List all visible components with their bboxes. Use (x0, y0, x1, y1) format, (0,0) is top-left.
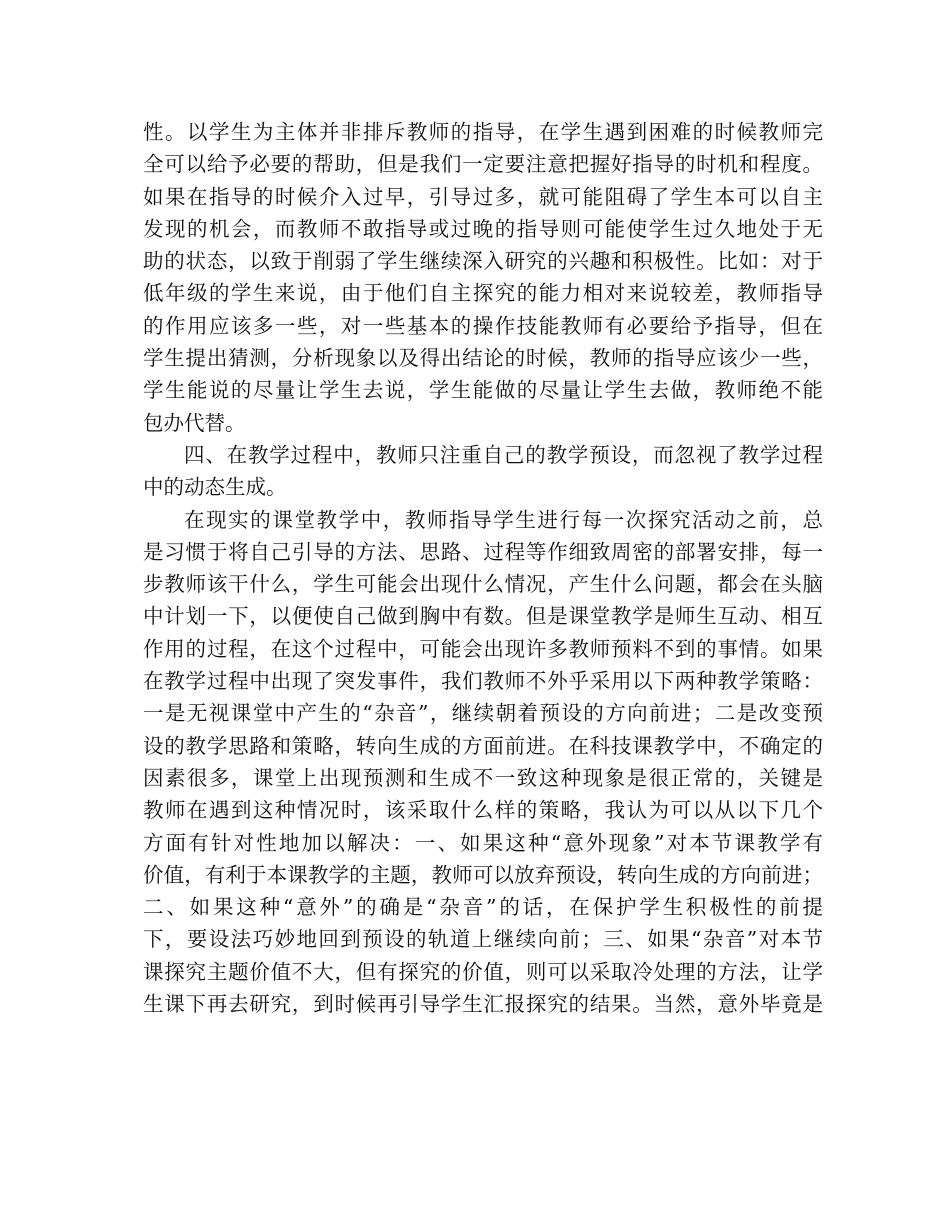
text-line: 下，要设法巧妙地回到预设的轨道上继续向前；三、如果“杂音”对本节 (143, 927, 823, 952)
text-line: 教师在遇到这种情况时，该采取什么样的策略，我认为可以从以下几个 (143, 798, 823, 823)
text-line: 在现实的课堂教学中，教师指导学生进行每一次探究活动之前，总 (184, 507, 823, 532)
text-line: 如果在指导的时候介入过早，引导过多，就可能阻碍了学生本可以自主 (143, 184, 823, 209)
text-line: 一是无视课堂中产生的“杂音”，继续朝着预设的方向前进；二是改变预 (143, 701, 823, 726)
text-line: 步教师该干什么，学生可能会出现什么情况，产生什么问题，都会在头脑 (143, 572, 823, 597)
text-line: 助的状态，以致于削弱了学生继续深入研究的兴趣和积极性。比如：对于 (143, 249, 823, 274)
text-line: 在教学过程中出现了突发事件，我们教师不外乎采用以下两种教学策略： (143, 669, 823, 694)
text-line: 设的教学思路和策略，转向生成的方面前进。在科技课教学中，不确定的 (143, 733, 823, 758)
text-line: 价值，有利于本课教学的主题，教师可以放弃预设，转向生成的方向前进； (143, 862, 823, 887)
text-line: 低年级的学生来说，由于他们自主探究的能力相对来说较差，教师指导 (143, 281, 823, 306)
text-line: 生课下再去研究，到时候再引导学生汇报探究的结果。当然，意外毕竟是 (143, 992, 823, 1017)
text-line: 性。以学生为主体并非排斥教师的指导，在学生遇到困难的时候教师完 (143, 120, 823, 144)
section-heading-line: 中的动态生成。 (143, 475, 287, 500)
text-line: 中计划一下，以便使自己做到胸中有数。但是课堂教学是师生互动、相互 (143, 604, 823, 629)
text-line: 全可以给予必要的帮助，但是我们一定要注意把握好指导的时机和程度。 (143, 152, 823, 177)
text-line: 因素很多，课堂上出现预测和生成不一致这种现象是很正常的，关键是 (143, 765, 823, 790)
section-heading-line: 四、在教学过程中，教师只注重自己的教学预设，而忽视了教学过程 (184, 442, 823, 467)
text-line: 学生提出猜测，分析现象以及得出结论的时候，教师的指导应该少一些， (143, 346, 823, 371)
text-line: 作用的过程，在这个过程中，可能会出现许多教师预料不到的事情。如果 (143, 636, 823, 661)
body-text (143, 116, 823, 1020)
text-line: 包办代替。 (143, 410, 246, 435)
text-line: 是习惯于将自己引导的方法、思路、过程等作细致周密的部署安排，每一 (143, 539, 823, 564)
text-line: 学生能说的尽量让学生去说，学生能做的尽量让学生去做，教师绝不能 (143, 378, 823, 403)
text-line: 的作用应该多一些，对一些基本的操作技能教师有必要给予指导，但在 (143, 313, 823, 338)
text-line: 二、如果这种“意外”的确是“杂音”的话，在保护学生积极性的前提 (143, 895, 823, 920)
text-line: 课探究主题价值不大，但有探究的价值，则可以采取冷处理的方法，让学 (143, 959, 823, 984)
text-line: 方面有针对性地加以解决：一、如果这种“意外现象”对本节课教学有 (143, 830, 823, 855)
text-line: 发现的机会，而教师不敢指导或过晚的指导则可能使学生过久地处于无 (143, 216, 823, 241)
